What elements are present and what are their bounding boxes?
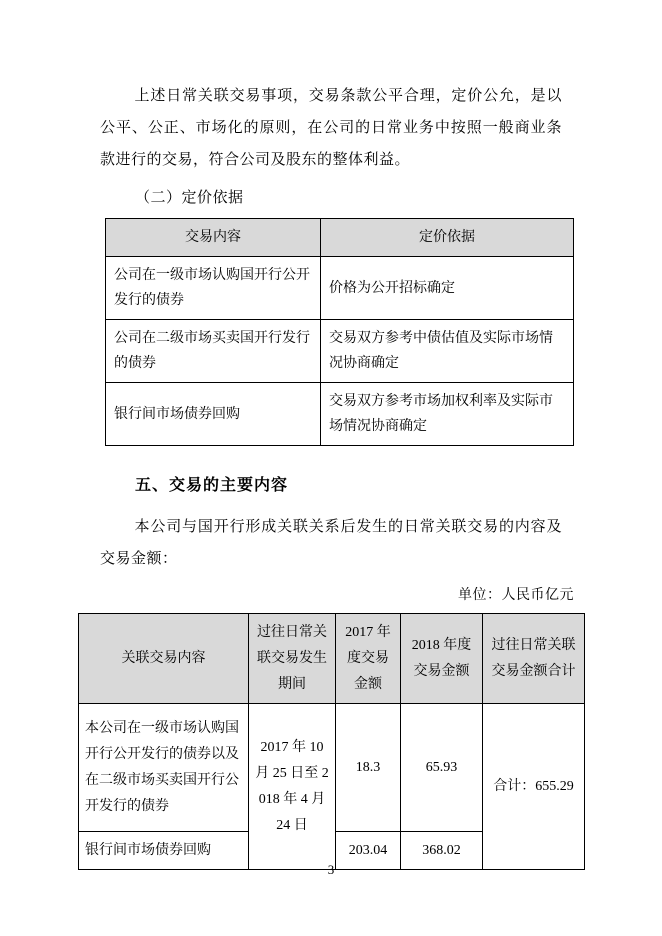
amount-table-header-period: 过往日常关联交易发生期间 xyxy=(249,614,336,704)
table-row xyxy=(106,383,574,446)
subsection-heading-pricing-basis: （二）定价依据 xyxy=(135,190,244,206)
table-cell-2017-amount-bonds: 18.3 xyxy=(336,704,401,832)
pricing-basis-table xyxy=(105,218,574,446)
table-cell-bond-repo: 银行间市场债券回购 xyxy=(79,832,249,870)
amount-table-header-2017-amount: 2017 年度交易金额 xyxy=(336,614,401,704)
paragraph-transaction-amounts-intro: 本公司与国开行形成关联关系后发生的日常关联交易的内容及交易金额： xyxy=(100,519,562,567)
table-cell-2018-amount-repo: 368.02 xyxy=(401,832,483,870)
amount-table-header-row xyxy=(79,614,585,704)
pricing-table-header-basis: 定价依据 xyxy=(321,219,574,257)
amount-table-header-2018-amount: 2018 年度交易金额 xyxy=(401,614,483,704)
table-cell-2018-amount-bonds: 65.93 xyxy=(401,704,483,832)
paragraph-fairness-statement: 上述日常关联交易事项，交易条款公平合理，定价公允，是以公平、公正、市场化的原则，在公司的日常业务中按照一般商业条款进行的交易，符合公司及股东的整体利益。 xyxy=(100,88,562,168)
page-number: 3 xyxy=(327,862,335,877)
pricing-table-header-content: 交易内容 xyxy=(106,219,321,257)
table-row xyxy=(106,320,574,383)
section-heading-main-transaction-content: 五、交易的主要内容 xyxy=(135,477,289,494)
table-row xyxy=(79,704,585,832)
amount-table-header-total: 过往日常关联交易金额合计 xyxy=(483,614,585,704)
table-cell-transaction-secondary-market: 公司在二级市场买卖国开行发行的债券 xyxy=(106,320,321,383)
related-transaction-amount-table xyxy=(78,613,585,870)
table-cell-transaction-bond-repo: 银行间市场债券回购 xyxy=(106,383,321,446)
unit-note: 单位：人民币亿元 xyxy=(458,588,574,603)
table-cell-basis-weighted-rate: 交易双方参考市场加权利率及实际市场情况协商确定 xyxy=(321,383,574,446)
table-cell-bond-transactions: 本公司在一级市场认购国开行公开发行的债券以及在二级市场买卖国开行公开发行的债券 xyxy=(79,704,249,832)
table-cell-2017-amount-repo: 203.04 xyxy=(336,832,401,870)
table-cell-basis-public-bidding: 价格为公开招标确定 xyxy=(321,257,574,320)
table-cell-transaction-primary-market: 公司在一级市场认购国开行公开发行的债券 xyxy=(106,257,321,320)
table-row xyxy=(106,257,574,320)
table-cell-basis-valuation-negotiation: 交易双方参考中债估值及实际市场情况协商确定 xyxy=(321,320,574,383)
pricing-table-header-row xyxy=(106,219,574,257)
amount-table-header-transaction-content: 关联交易内容 xyxy=(79,614,249,704)
table-cell-total-amount: 合计：655.29 xyxy=(483,704,585,870)
table-cell-period: 2017 年 10 月 25 日至 2018 年 4 月 24 日 xyxy=(249,704,336,870)
